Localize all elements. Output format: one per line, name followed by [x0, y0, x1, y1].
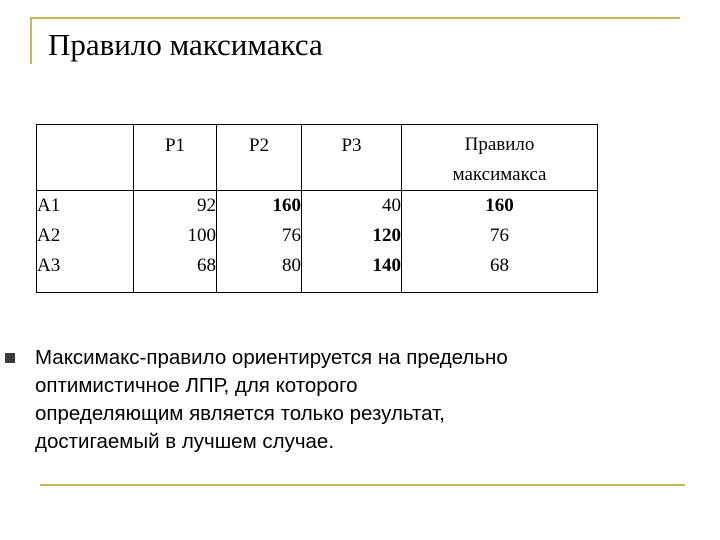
paragraph-line: Максимакс-правило ориентируется на предельно — [35, 346, 508, 369]
cell-a3-p2: 80 — [282, 255, 301, 276]
cell-a1-p3: 40 — [382, 195, 401, 216]
header-p1: P1 — [134, 125, 217, 191]
square-bullet-icon — [5, 353, 15, 363]
decor-line-left — [30, 17, 32, 64]
decor-line-bottom — [40, 484, 685, 486]
explanation-paragraph — [35, 344, 675, 456]
row-label-a3: A3 — [37, 255, 61, 276]
header-p3: P3 — [302, 125, 402, 191]
cell-a2-p3: 120 — [372, 225, 401, 246]
row-label-a1: A1 — [37, 195, 61, 216]
col-p3 — [302, 191, 402, 293]
paragraph-line: оптимистичное ЛПР, для которого — [35, 374, 358, 397]
payoff-table — [36, 124, 598, 293]
header-rule-line1: Правило — [464, 134, 535, 155]
header-rule-line2: максимакса — [452, 164, 547, 185]
header-rule — [402, 125, 598, 191]
table-body-row — [37, 191, 598, 293]
cell-a3-p1: 68 — [197, 255, 216, 276]
cell-a2-p1: 100 — [187, 225, 216, 246]
table-header-row — [37, 125, 598, 191]
header-empty — [37, 125, 134, 191]
cell-a1-p2: 160 — [272, 195, 301, 216]
slide-title: Правило максимакса — [48, 27, 323, 62]
header-p2: P2 — [217, 125, 302, 191]
decor-line-top — [30, 17, 680, 19]
cell-a2-rule: 76 — [490, 225, 509, 246]
col-rule — [402, 191, 598, 293]
cell-a3-p3: 140 — [372, 255, 401, 276]
paragraph-line: достигаемый в лучшем случае. — [35, 430, 335, 453]
col-labels — [37, 191, 134, 293]
paragraph-line: определяющим является только результат, — [35, 402, 445, 425]
cell-a2-p2: 76 — [282, 225, 301, 246]
col-p1 — [134, 191, 217, 293]
cell-a1-rule: 160 — [485, 195, 514, 216]
col-p2 — [217, 191, 302, 293]
row-label-a2: A2 — [37, 225, 61, 246]
cell-a3-rule: 68 — [490, 255, 509, 276]
cell-a1-p1: 92 — [197, 195, 216, 216]
